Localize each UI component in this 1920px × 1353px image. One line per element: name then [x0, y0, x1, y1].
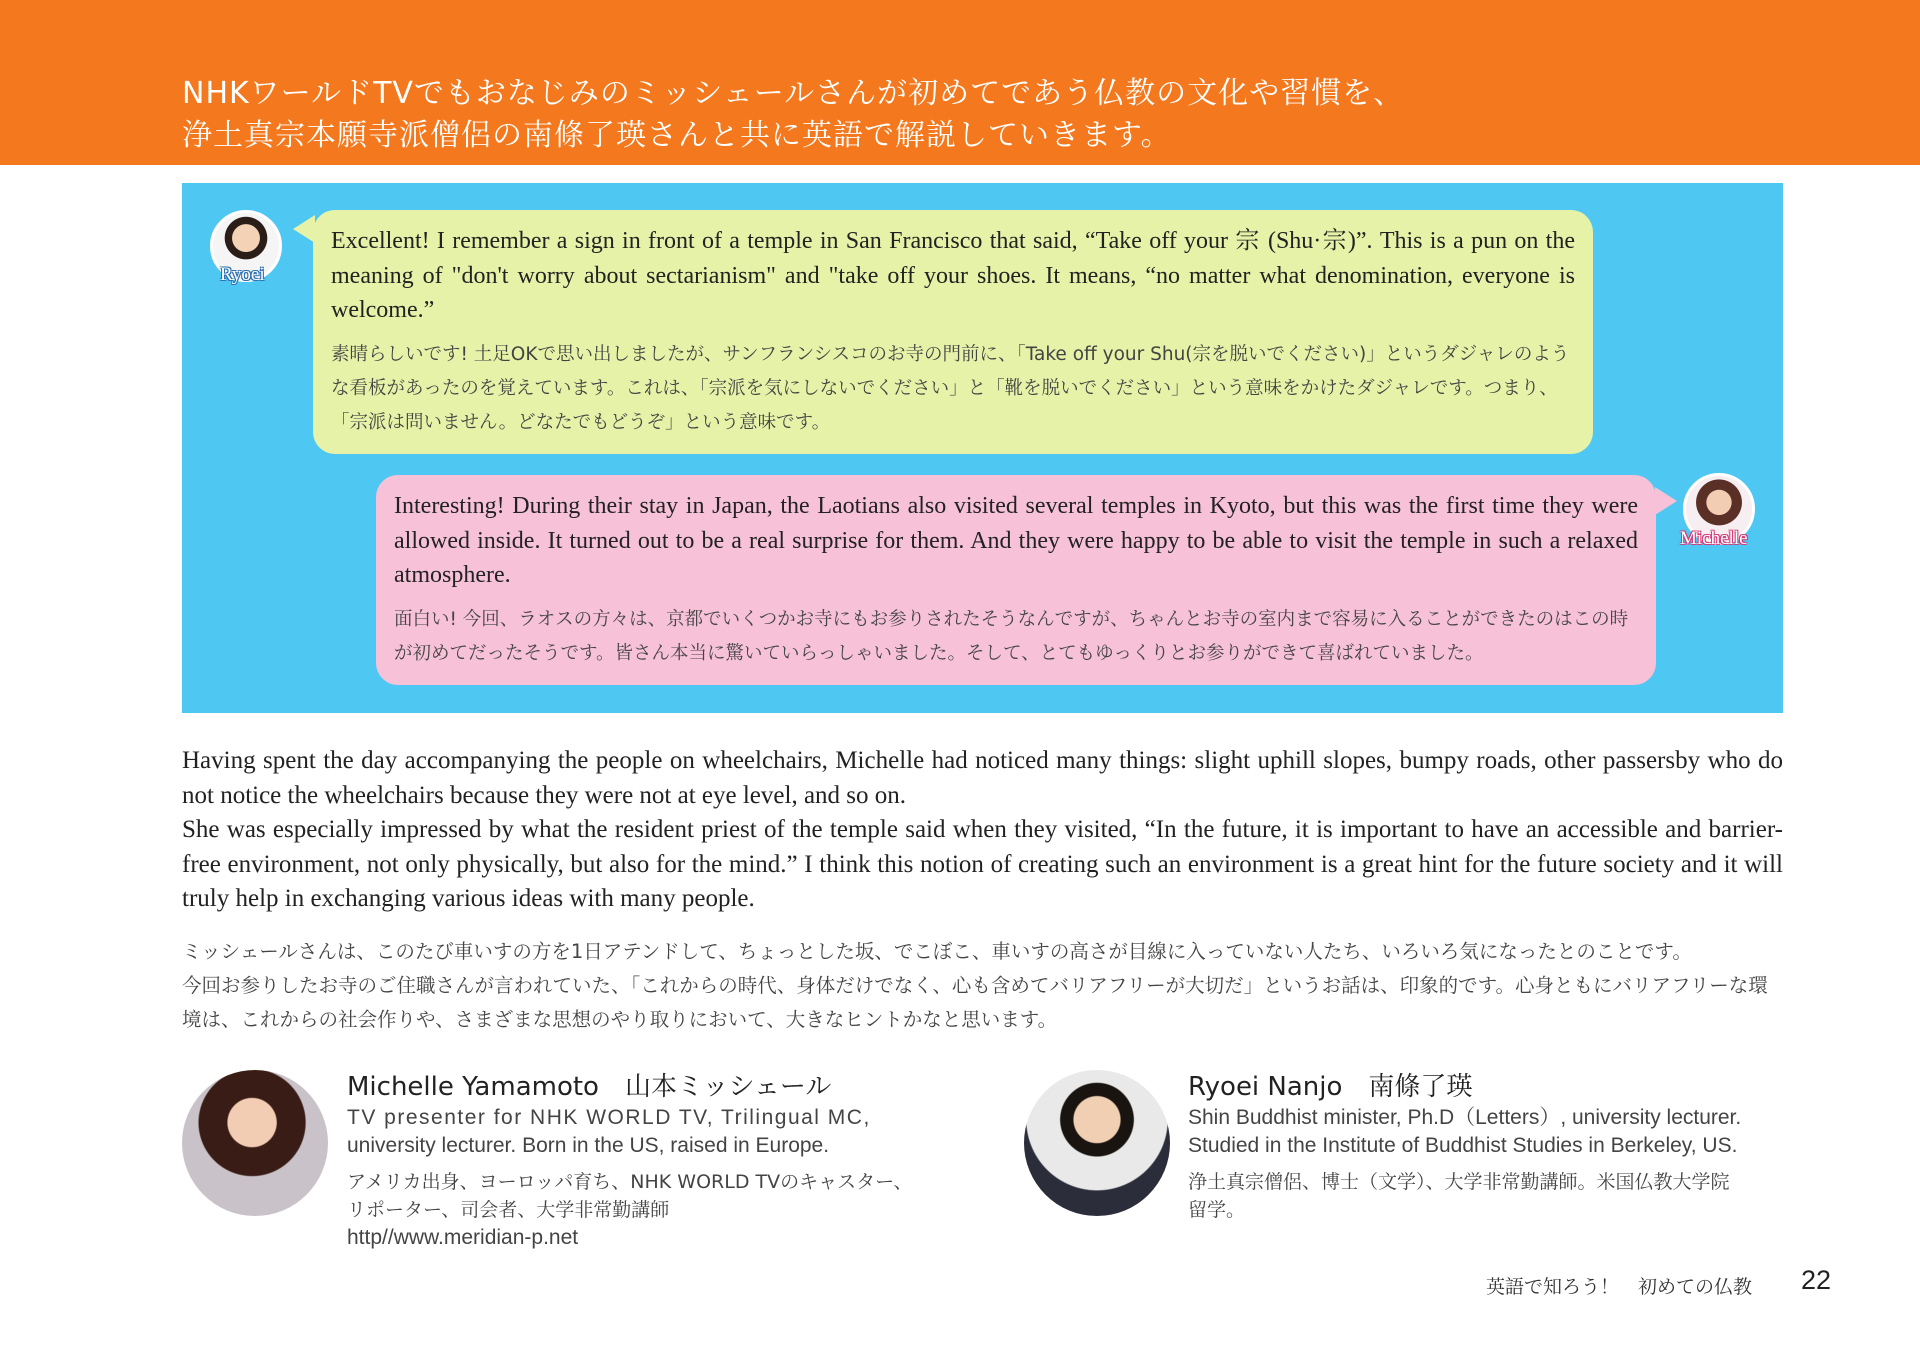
header-line-2: 浄土真宗本願寺派僧侶の南條了瑛さんと共に英語で解説していきます。 [182, 118, 1172, 153]
ryoei-avatar-label: Ryoei [220, 264, 265, 285]
ryoei-profile-bio [1188, 1104, 1788, 1224]
header-line-1: NHKワールドTVでもおなじみのミッシェールさんが初めてであう仏教の文化や習慣を、 [182, 76, 1405, 111]
michelle-profile-name: Michelle Yamamoto 山本ミッシェール [347, 1072, 832, 1102]
body-english-paragraph-2: She was especially impressed by what the resident priest of the temple said when they visited, “In the future, it is important to have an accessible and barrier-free environment, not only physically, but also for the mind.” I think this notion of creating such an environment is a great hint for the future society and it will truly help in exchanging various ideas with many people. [182, 816, 1783, 912]
body-english [182, 744, 1783, 917]
body-japanese-paragraph-2: 今回お参りしたお寺のご住職さんが言われていた、「これからの時代、身体だけでなく、心も含めてバリアフリーが大切だ」というお話は、印象的です。心身ともにバリアフリーな環境は、これからの社会作りや、さまざまな思想のやり取りにおいて、大きなヒントかなと思います。 [182, 974, 1768, 1031]
ryoei-bio-ja-1: 浄土真宗僧侶、博士（文学）、大学非常勤講師。米国仏教大学院 [1188, 1171, 1730, 1193]
body-japanese-paragraph-1: ミッシェールさんは、このたび車いすの方を1日アテンドして、ちょっとした坂、でこぼこ、車いすの高さが目線に入っていない人たち、いろいろ気になったとのことです。 [182, 940, 1692, 963]
ryoei-speech-bubble [313, 210, 1593, 454]
michelle-bio-ja-2: リポーター、司会者、大学非常勤講師 [347, 1199, 670, 1221]
michelle-speech-en: Interesting! During their stay in Japan, the Laotians also visited several temples in Kyoto, but this was the first time they were allowed inside. It turned out to be a real surprise for them. And they were happy to be able to visit the temple in such a relaxed atmosphere. [394, 493, 1638, 588]
body-english-paragraph-1: Having spent the day accompanying the people on wheelchairs, Michelle had noticed many things: slight uphill slopes, bumpy roads, other passersby who do not notice the wheelchairs because they were not at eye level, and so on. [182, 747, 1783, 809]
ryoei-bio-en-1: Shin Buddhist minister, Ph.D（Letters）, university lecturer. [1188, 1106, 1742, 1129]
ryoei-bubble-tail [293, 215, 315, 243]
michelle-profile-bio [347, 1104, 967, 1252]
footer-series-title: 英語で知ろう！ 初めての仏教 [1486, 1276, 1753, 1298]
michelle-photo [182, 1070, 328, 1216]
ryoei-bio-en-2: Studied in the Institute of Buddhist Studies in Berkeley, US. [1188, 1134, 1738, 1157]
michelle-bubble-tail [1655, 487, 1677, 515]
ryoei-profile-name: Ryoei Nanjo 南條了瑛 [1188, 1072, 1473, 1102]
ryoei-speech-en: Excellent! I remember a sign in front of a temple in San Francisco that said, “Take off your 宗 (Shu·宗)”. This is a pun on the meaning of "don't worry about sectarianism" and "take off your shoes. It means, “no matter what denomination, everyone is welcome.” [331, 228, 1575, 323]
ryoei-bio-ja-2: 留学。 [1188, 1199, 1246, 1221]
ryoei-photo [1024, 1070, 1170, 1216]
michelle-bio-en-2: university lecturer. Born in the US, raised in Europe. [347, 1134, 830, 1157]
michelle-bio-ja-1: アメリカ出身、ヨーロッパ育ち、NHK WORLD TVのキャスター、 [347, 1171, 913, 1193]
header-band [0, 0, 1920, 165]
michelle-bio-en-1: TV presenter for NHK WORLD TV, Trilingual MC, [347, 1106, 871, 1129]
michelle-speech-bubble [376, 475, 1656, 685]
body-japanese [182, 935, 1783, 1037]
michelle-avatar-label: Michelle [1680, 528, 1748, 549]
michelle-speech-ja: 面白い! 今回、ラオスの方々は、京都でいくつかお寺にもお参りされたそうなんですが、ちゃんとお寺の室内まで容易に入ることができたのはこの時が初めてだったそうです。皆さん本当に驚いていらっしゃいました。そして、とてもゆっくりとお参りができて喜ばれていました。 [394, 608, 1629, 664]
ryoei-speech-ja: 素晴らしいです! 土足OKで思い出しましたが、サンフランシスコのお寺の門前に、「Take off your Shu(宗を脱いでください)」というダジャレのような看板があったのを覚えています。これは、「宗派を気にしないでください」と「靴を脱いでください」という意味をかけたダジャレです。つまり、「宗派は問いません。どなたでもどうぞ」という意味です。 [331, 343, 1570, 433]
michelle-website-link[interactable]: http//www.meridian-p.net [347, 1226, 579, 1249]
page-number: 22 [1801, 1265, 1832, 1295]
